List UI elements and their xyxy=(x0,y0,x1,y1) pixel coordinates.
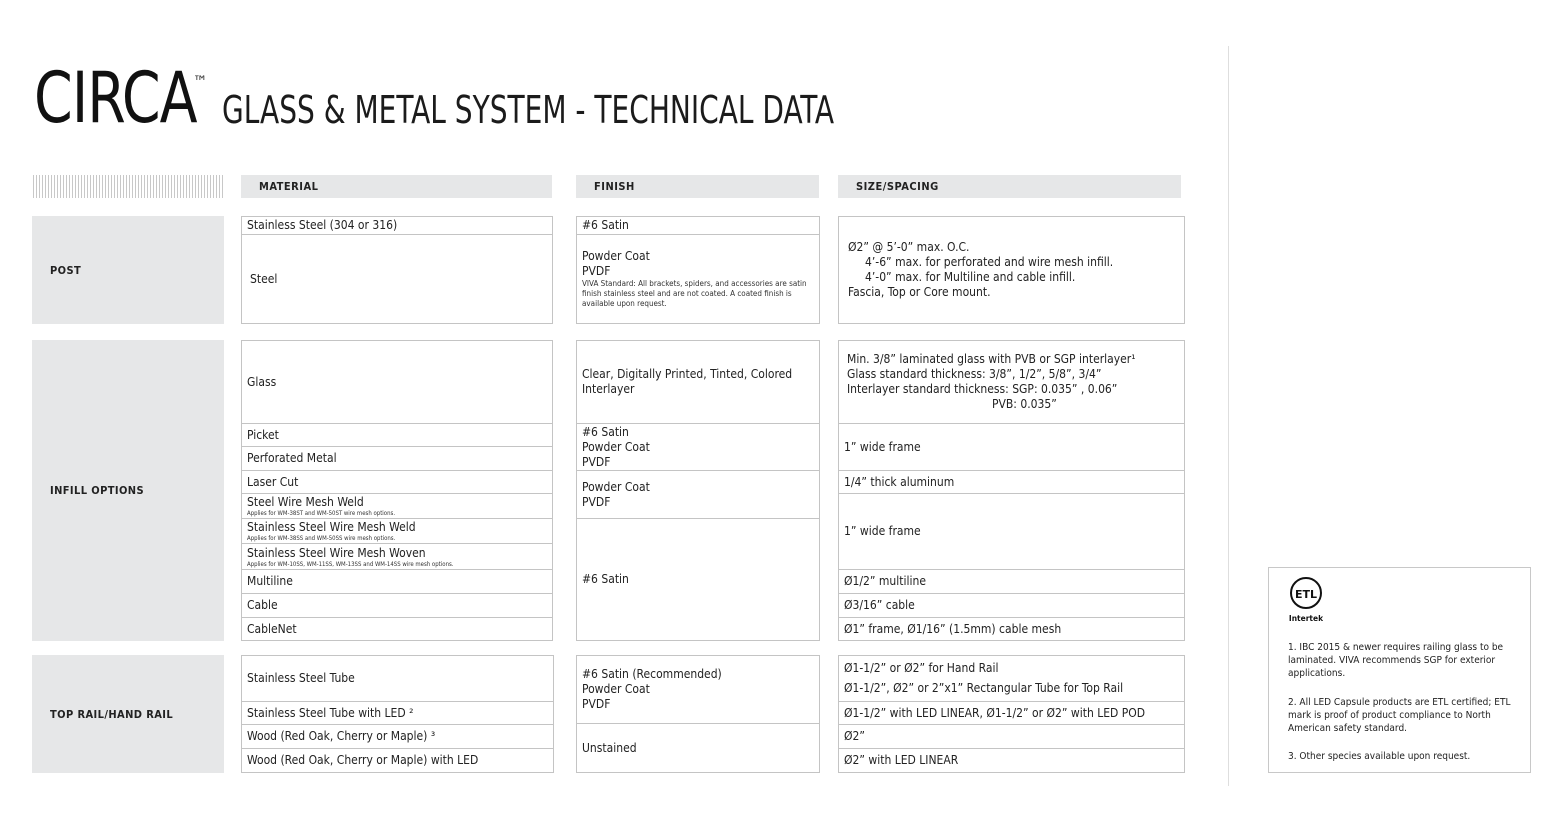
toprail-size-ss-tube-led: Ø1-1/2” with LED LINEAR, Ø1-1/2” or Ø2” with LED POD xyxy=(838,701,1185,725)
page-subtitle: GLASS & METAL SYSTEM - TECHNICAL DATA xyxy=(222,88,835,132)
toprail-size-ss-tube: Ø1-1/2” or Ø2” for Hand Rail Ø1-1/2”, Ø2” or 2”x1” Rectangular Tube for Top Rail xyxy=(838,655,1185,702)
infill-material-laser: Laser Cut xyxy=(241,470,553,494)
post-finish-powder: Powder Coat xyxy=(582,249,650,263)
notes-box xyxy=(1268,567,1531,773)
post-finish-satin: #6 Satin xyxy=(576,216,820,235)
infill-material-cablenet: CableNet xyxy=(241,617,553,641)
infill-material-perforated: Perforated Metal xyxy=(241,446,553,471)
post-size-spacing: Ø2” @ 5’-0” max. O.C. 4’-6” max. for perforated and wire mesh infill. 4’-0” max. for Multiline and cable infill. Fascia, Top or Core mount. xyxy=(838,216,1185,324)
section-label-toprail: TOP RAIL/HAND RAIL xyxy=(32,655,224,773)
infill-finish-mesh: #6 Satin xyxy=(576,518,820,641)
toprail-material-wood-led: Wood (Red Oak, Cherry or Maple) with LED xyxy=(241,748,554,773)
infill-material-ss-mesh-weld: Stainless Steel Wire Mesh Weld Applies for WM-38SS and WM-50SS wire mesh options. xyxy=(241,518,553,544)
brand-title: CIRCA xyxy=(34,57,197,139)
section-label-post: POST xyxy=(32,216,224,324)
post-finish-coatings xyxy=(576,234,820,324)
infill-material-ss-mesh-woven: Stainless Steel Wire Mesh Woven Applies for WM-10SS, WM-11SS, WM-13SS and WM-14SS wire mesh options. xyxy=(241,543,553,570)
intertek-logo-text: Intertek xyxy=(1289,614,1323,623)
toprail-finish-wood: Unstained xyxy=(576,723,820,773)
post-finish-note: VIVA Standard: All brackets, spiders, and accessories are satin finish stainless steel and are not coated. A coated finish is available upon request. xyxy=(582,279,807,308)
toprail-size-wood: Ø2” xyxy=(838,724,1185,749)
infill-size-mesh: 1” wide frame xyxy=(838,493,1185,570)
infill-size-cablenet: Ø1” frame, Ø1/16” (1.5mm) cable mesh xyxy=(838,617,1185,641)
etl-intertek-logo-icon xyxy=(1289,576,1323,624)
post-finish-pvdf: PVDF xyxy=(582,264,611,278)
header-material: MATERIAL xyxy=(241,175,552,198)
header-stripe-decoration xyxy=(33,175,224,198)
infill-size-laser: 1/4” thick aluminum xyxy=(838,470,1185,494)
infill-finish-picket: #6 Satin Powder Coat PVDF xyxy=(576,423,820,471)
header-finish: FINISH xyxy=(576,175,819,198)
infill-material-picket: Picket xyxy=(241,423,553,447)
post-material-steel: Steel xyxy=(241,234,553,324)
infill-finish-laser: Powder Coat PVDF xyxy=(576,470,820,519)
infill-size-glass: Min. 3/8” laminated glass with PVB or SGP interlayer¹ Glass standard thickness: 3/8”, 1/2”, 5/8”, 3/4” Interlayer standard thickness: SGP: 0.035” , 0.06” PVB: 0.035” xyxy=(838,340,1185,424)
note-3: 3. Other species available upon request. xyxy=(1288,751,1471,762)
toprail-material-ss-tube-led: Stainless Steel Tube with LED ² xyxy=(241,701,554,725)
trademark-symbol: ™ xyxy=(193,72,208,91)
infill-size-picket: 1” wide frame xyxy=(838,423,1185,471)
post-material-stainless: Stainless Steel (304 or 316) xyxy=(241,216,553,235)
infill-size-cable: Ø3/16” cable xyxy=(838,593,1185,618)
infill-finish-glass: Clear, Digitally Printed, Tinted, Colored Interlayer xyxy=(576,340,820,424)
infill-size-multiline: Ø1/2” multiline xyxy=(838,569,1185,594)
infill-material-glass: Glass xyxy=(241,340,553,424)
vertical-divider xyxy=(1228,46,1229,786)
header-size-spacing: SIZE/SPACING xyxy=(838,175,1181,198)
toprail-material-wood: Wood (Red Oak, Cherry or Maple) ³ xyxy=(241,724,554,749)
etl-logo-mark: ETL xyxy=(1294,588,1318,601)
infill-material-multiline: Multiline xyxy=(241,569,553,594)
note-2: 2. All LED Capsule products are ETL certified; ETL mark is proof of product compliance to North American safety standard. xyxy=(1288,697,1511,734)
toprail-finish-steel: #6 Satin (Recommended) Powder Coat PVDF xyxy=(576,655,820,724)
toprail-size-wood-led: Ø2” with LED LINEAR xyxy=(838,748,1185,773)
toprail-material-ss-tube: Stainless Steel Tube xyxy=(241,655,554,702)
note-1: 1. IBC 2015 & newer requires railing glass to be laminated. VIVA recommends SGP for exterior applications. xyxy=(1288,642,1504,679)
infill-material-cable: Cable xyxy=(241,593,553,618)
section-label-infill: INFILL OPTIONS xyxy=(32,340,224,641)
infill-material-steel-mesh: Steel Wire Mesh Weld Applies for WM-38ST and WM-50ST wire mesh options. xyxy=(241,493,553,519)
